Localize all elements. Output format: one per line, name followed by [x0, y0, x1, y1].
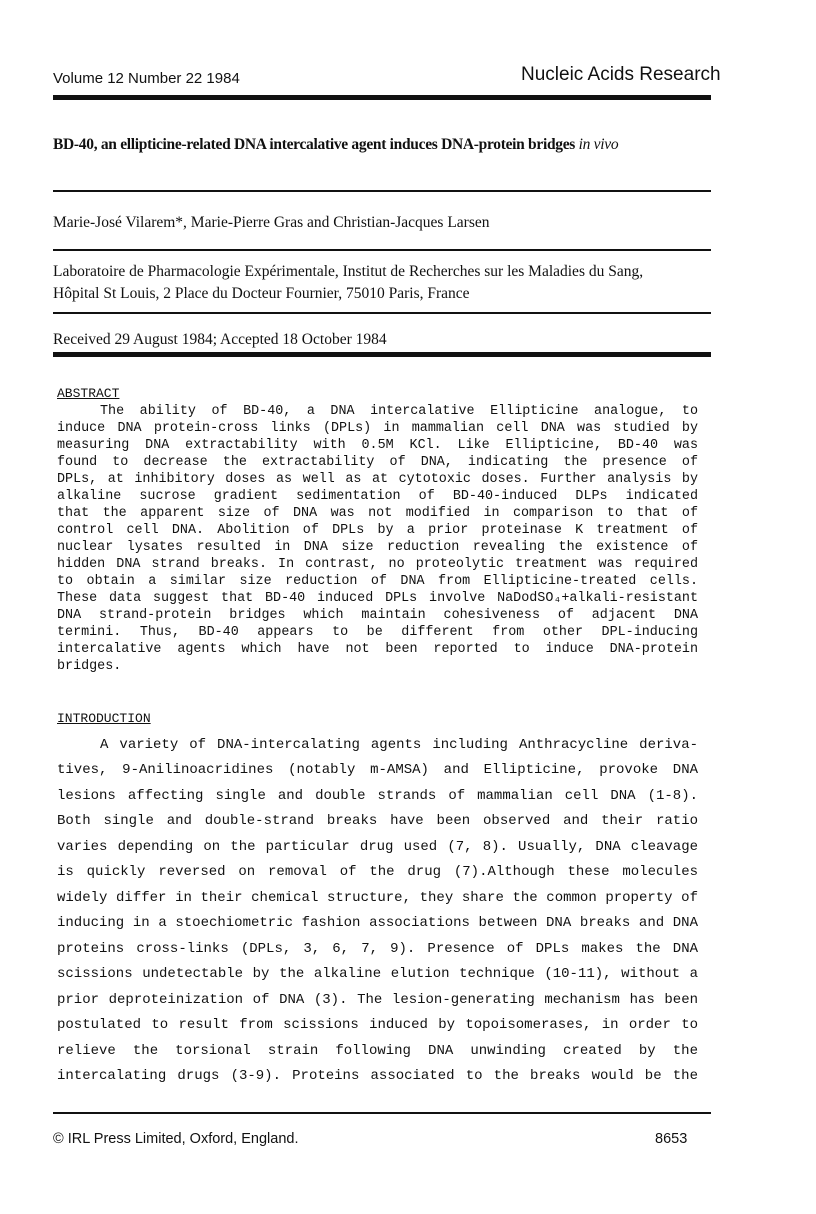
abstract-line: hidden DNA strand breaks. In contrast, no proteolytic treatment was required: [57, 557, 698, 572]
abstract-line: bridges.: [57, 659, 122, 674]
affiliation-line: Laboratoire de Pharmacologie Expérimentale, Institut de Recherches sur les Maladies du Sang,: [53, 263, 644, 280]
introduction-line: A variety of DNA-intercalating agents including Anthracycline deriva-: [100, 737, 698, 753]
abstract-line: DNA strand-protein bridges which maintain cohesiveness of adjacent DNA: [57, 608, 698, 623]
page-number: 8653: [655, 1131, 688, 1147]
abstract-heading: ABSTRACT: [57, 386, 120, 401]
divider: [53, 249, 711, 251]
divider: [53, 190, 711, 192]
abstract-line: that the apparent size of DNA was not modified in comparison to that of: [57, 506, 698, 521]
divider: [53, 312, 711, 314]
abstract-line: found to decrease the extractability of DNA, indicating the presence of: [57, 455, 698, 470]
abstract-line: nuclear lysates resulted in DNA size reduction revealing the existence of: [57, 540, 698, 555]
abstract-line: DPLs, at inhibitory doses as well as at cytotoxic doses. Further analysis by: [57, 472, 698, 487]
copyright: © IRL Press Limited, Oxford, England.: [53, 1131, 299, 1147]
abstract-line: measuring DNA extractability with 0.5M KCl. Like Ellipticine, BD-40 was: [57, 438, 698, 453]
introduction-line: tives, 9-Anilinoacridines (notably m-AMSA) and Ellipticine, provoke DNA: [57, 762, 698, 778]
affiliation-line: Hôpital St Louis, 2 Place du Docteur Fournier, 75010 Paris, France: [53, 285, 470, 302]
authors: Marie-José Vilarem*, Marie-Pierre Gras and Christian-Jacques Larsen: [53, 214, 490, 231]
abstract-line: intercalative agents which have not been reported to induce DNA-protein: [57, 642, 698, 657]
article-title: [53, 136, 618, 154]
introduction-line: varies depending on the particular drug used (7, 8). Usually, DNA cleavage: [57, 839, 698, 855]
abstract-line: induce DNA protein-cross links (DPLs) in mammalian cell DNA was studied by: [57, 421, 698, 436]
introduction-line: scissions undetectable by the alkaline elution technique (10-11), without a: [57, 966, 698, 982]
introduction-heading: INTRODUCTION: [57, 711, 151, 726]
section-rule: [53, 352, 711, 357]
abstract-line: to obtain a similar size reduction of DNA from Ellipticine-treated cells.: [57, 574, 698, 589]
introduction-line: relieve the torsional strain following DNA unwinding created by the: [57, 1043, 698, 1059]
footer-rule: [53, 1112, 711, 1114]
introduction-line: widely differ in their chemical structure, they share the common property of: [57, 890, 698, 906]
introduction-line: prior deproteinization of DNA (3). The lesion-generating mechanism has been: [57, 992, 698, 1008]
abstract-line: alkaline sucrose gradient sedimentation of BD-40-induced DLPs indicated: [57, 489, 698, 504]
introduction-line: intercalating drugs (3-9). Proteins associated to the breaks would be the: [57, 1068, 698, 1084]
introduction-line: is quickly reversed on removal of the drug (7).Although these molecules: [57, 864, 698, 880]
abstract-line: These data suggest that BD-40 induced DPLs involve NaDodSO₄+alkali-resistant: [57, 591, 698, 606]
header-rule: [53, 95, 711, 100]
journal-name: Nucleic Acids Research: [521, 64, 721, 85]
introduction-line: postulated to result from scissions induced by topoisomerases, in order to: [57, 1017, 698, 1033]
article-title-main: BD-40, an ellipticine-related DNA intercalative agent induces DNA-protein bridges: [53, 136, 576, 153]
volume-info: Volume 12 Number 22 1984: [53, 70, 240, 87]
article-title-italic: in vivo: [578, 136, 619, 153]
abstract-line: control cell DNA. Abolition of DPLs by a prior proteinase K treatment of: [57, 523, 698, 538]
introduction-line: Both single and double-strand breaks have been observed and their ratio: [57, 813, 698, 829]
introduction-line: inducing in a stoechiometric fashion associations between DNA breaks and DNA: [57, 915, 698, 931]
received-dates: Received 29 August 1984; Accepted 18 October 1984: [53, 331, 387, 348]
abstract-line: termini. Thus, BD-40 appears to be different from other DPL-inducing: [57, 625, 698, 640]
introduction-line: proteins cross-links (DPLs, 3, 6, 7, 9). Presence of DPLs makes the DNA: [57, 941, 698, 957]
introduction-line: lesions affecting single and double strands of mammalian cell DNA (1-8).: [57, 788, 698, 804]
abstract-line: The ability of BD-40, a DNA intercalative Ellipticine analogue, to: [100, 404, 698, 419]
